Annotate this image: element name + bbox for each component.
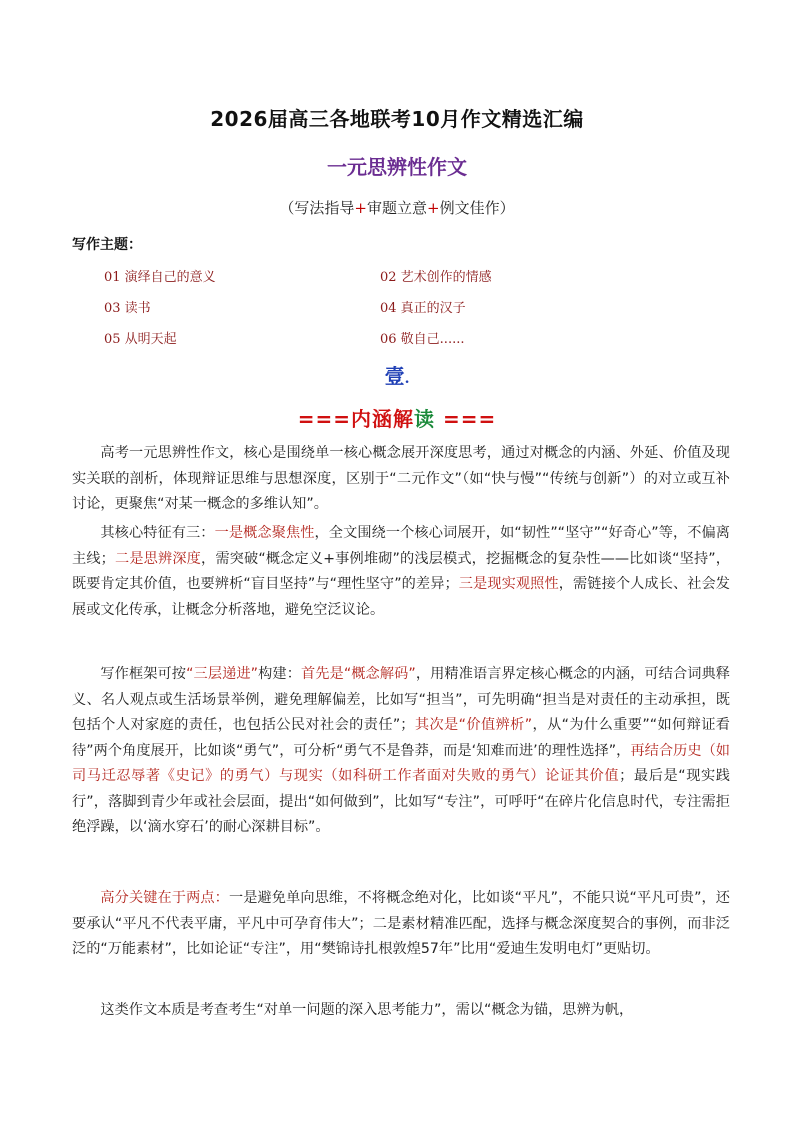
highlight-text: 高分关键在于两点：: [100, 890, 229, 906]
document-title: 2026届高三各地联考10月作文精选汇编: [210, 107, 584, 131]
highlight-text: 首先是“概念解码”: [300, 666, 416, 682]
paragraph-text: ，需链接个人成长、社会发展或文化传承，让概念分析落地，避免空泛议论。: [72, 576, 730, 618]
highlight-text: 一是概念聚焦性: [214, 525, 315, 541]
highlight-text: 三是现实观照性: [458, 576, 559, 592]
tagline-close: 例文佳作）: [439, 199, 515, 217]
theme-item: 04 真正的汉子: [380, 301, 466, 316]
paragraph-text: ，用精准语言界定核心概念的内涵，可结合词典释义、名人观点或生活场景举例，避免理解偏差，比如写“担当”，可先明确“担当是对责任的主动承担，既包括个人对家庭的责任，也包括公民对社会的责任”；: [72, 666, 730, 733]
theme-item: 02 艺术创作的情感: [380, 270, 492, 285]
paragraph-text: 写作框架可按: [100, 666, 187, 682]
tagline-mid: 审题立意: [366, 199, 427, 217]
highlight-text: “三层递进”: [186, 666, 259, 682]
highlight-text: 再结合历史（如司马迁忍辱著《史记》的勇气）与现实（如科研工作者面对失败的勇气）论证其价值: [72, 742, 730, 784]
paragraph-text: ，需突破“概念定义+事例堆砌”的浅层模式，挖掘概念的复杂性——比如谈“坚持”，既要肯定其价值，也要辨析“盲目坚持”与“理性坚守”的差异；: [72, 550, 730, 592]
paragraph-text: 构建：: [258, 666, 301, 682]
section-title-char: 读: [414, 407, 436, 431]
tagline-plus: +: [354, 199, 367, 217]
paragraph-4: [72, 886, 730, 963]
section-title-char: 内: [351, 407, 373, 431]
paragraph-2: [72, 521, 730, 623]
section-title-rule: ===: [297, 407, 352, 431]
paragraph-text: 一是避免单向思维，不将概念绝对化，比如谈“平凡”，不能只说“平凡可贵”，还要承认“平凡不代表平庸，平凡中可孕育伟大”；二是素材精准匹配，选择与概念深度契合的事例，而非泛泛的“万能素材”，比如论证“专注”，用“樊锦诗扎根敦煌57年”比用“爱迪生发明电灯”更贴切。: [72, 890, 730, 957]
section-number-dot: .: [404, 371, 410, 387]
theme-item: 05 从明天起: [104, 332, 177, 347]
section-title-rule: ===: [435, 407, 497, 431]
document-subtitle: 一元思辨性作文: [327, 155, 467, 179]
highlight-text: 其次是“价值辨析”: [414, 717, 533, 733]
paragraph-text: ；最后是“现实践行”，落脚到青少年或社会层面，提出“如何做到”，比如写“专注”，可呼吁“在碎片化信息时代，专注需拒绝浮躁，以‘滴水穿石’的耐心深耕目标”。: [72, 768, 730, 835]
theme-item: 06 敬自己......: [380, 332, 465, 347]
section-title: [0, 403, 794, 432]
section-title-char: 涵: [372, 407, 394, 431]
section-number: [0, 360, 794, 389]
tagline-plus: +: [427, 199, 440, 217]
section-title-char: 解: [393, 407, 415, 431]
theme-item: 03 读书: [104, 301, 151, 316]
section-number-text: 壹: [384, 364, 405, 388]
highlight-text: 二是思辨深度: [114, 550, 201, 567]
theme-item: 01 演绎自己的意义: [104, 270, 216, 285]
document-tagline: [0, 197, 794, 218]
paragraph-text: 其核心特征有三：: [100, 525, 215, 541]
paragraph-3: [72, 662, 730, 841]
paragraph-text: ，从“为什么重要”“如何辩证看待”两个角度展开，比如谈“勇气”，可分析“勇气不是鲁莽，而是‘知难而进’的理性选择”，: [72, 717, 730, 759]
paragraph-5: 这类作文本质是考查考生“对单一问题的深入思考能力”，需以“概念为锚，思辨为帆，: [100, 1002, 634, 1018]
tagline-open: （写法指导: [279, 199, 355, 217]
paragraph-1: 高考一元思辨性作文，核心是围绕单一核心概念展开深度思考，通过对概念的内涵、外延、价值及现实关联的剖析，体现辩证思维与思想深度，区别于“二元作文”（如“快与慢”“传统与创新”）的对立或互补讨论，更聚焦“对某一概念的多维认知”。: [72, 445, 730, 512]
paragraph-text: ，全文围绕一个核心词展开，如“韧性”“坚守”“好奇心”等，不偏离主线；: [72, 525, 730, 567]
themes-label: 写作主题：: [72, 237, 142, 253]
